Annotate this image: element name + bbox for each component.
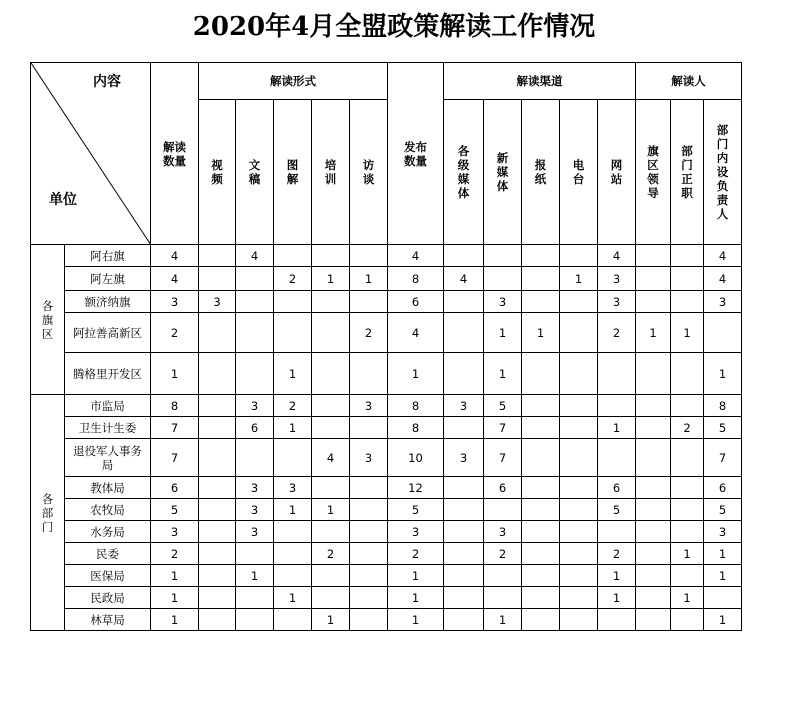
value-cell: [636, 609, 671, 631]
header-corner-cell: [31, 63, 151, 245]
value-cell: [199, 609, 236, 631]
value-cell: [199, 313, 236, 353]
value-cell: [704, 313, 742, 353]
table-row: [31, 587, 742, 609]
value-cell: [522, 245, 560, 267]
table-row: [31, 417, 742, 439]
value-cell: 8: [388, 395, 444, 417]
unit-name: 市监局: [65, 395, 151, 417]
value-cell: 1: [484, 609, 522, 631]
corner-diagonal: [31, 63, 151, 245]
value-cell: 6: [484, 477, 522, 499]
value-cell: [236, 543, 274, 565]
value-cell: [274, 521, 312, 543]
value-cell: 3: [598, 291, 636, 313]
value-cell: [484, 587, 522, 609]
value-cell: 2: [274, 267, 312, 291]
value-cell: [560, 609, 598, 631]
channel-col-header: [522, 100, 560, 245]
value-cell: [444, 587, 484, 609]
value-cell: [636, 521, 671, 543]
channel-col-header-label: 新媒体: [496, 151, 509, 193]
policy-interpretation-table: [30, 62, 742, 631]
value-cell: 1: [388, 609, 444, 631]
value-cell: [636, 291, 671, 313]
header-count: [151, 63, 199, 245]
value-cell: 3: [704, 521, 742, 543]
corner-unit-label: 单位: [49, 192, 77, 208]
table-row: [31, 499, 742, 521]
table-row: [31, 521, 742, 543]
unit-name: 农牧局: [65, 499, 151, 521]
unit-name: 阿拉善高新区: [65, 313, 151, 353]
value-cell: [199, 395, 236, 417]
value-cell: 3: [704, 291, 742, 313]
value-cell: [522, 291, 560, 313]
value-cell: 7: [484, 417, 522, 439]
value-cell: [522, 417, 560, 439]
value-cell: [522, 521, 560, 543]
table-row: [31, 395, 742, 417]
value-cell: 2: [598, 543, 636, 565]
value-cell: 5: [151, 499, 199, 521]
value-cell: [636, 587, 671, 609]
unit-name: 阿左旗: [65, 267, 151, 291]
value-cell: [671, 521, 704, 543]
form-col-header: [274, 100, 312, 245]
value-cell: 1: [671, 313, 704, 353]
form-col-header: [236, 100, 274, 245]
value-cell: 5: [484, 395, 522, 417]
value-cell: [350, 353, 388, 395]
value-cell: [522, 587, 560, 609]
value-cell: [236, 609, 274, 631]
unit-name: 水务局: [65, 521, 151, 543]
value-cell: [636, 353, 671, 395]
value-cell: [560, 245, 598, 267]
value-cell: 3: [350, 395, 388, 417]
value-cell: [444, 565, 484, 587]
value-cell: [522, 439, 560, 477]
value-cell: [560, 477, 598, 499]
value-cell: [560, 587, 598, 609]
value-cell: 6: [598, 477, 636, 499]
value-cell: [522, 543, 560, 565]
value-cell: [350, 565, 388, 587]
value-cell: 2: [484, 543, 522, 565]
value-cell: [444, 477, 484, 499]
value-cell: 1: [388, 565, 444, 587]
value-cell: 3: [151, 521, 199, 543]
value-cell: [560, 313, 598, 353]
table-row: [31, 353, 742, 395]
value-cell: [350, 521, 388, 543]
value-cell: [274, 313, 312, 353]
value-cell: [236, 353, 274, 395]
value-cell: [350, 477, 388, 499]
value-cell: [350, 609, 388, 631]
value-cell: [199, 267, 236, 291]
value-cell: [598, 609, 636, 631]
value-cell: 1: [151, 565, 199, 587]
value-cell: [199, 353, 236, 395]
value-cell: 1: [704, 609, 742, 631]
value-cell: [444, 313, 484, 353]
value-cell: [522, 267, 560, 291]
value-cell: [522, 499, 560, 521]
table-row: [31, 543, 742, 565]
form-col-header: [350, 100, 388, 245]
value-cell: 8: [151, 395, 199, 417]
value-cell: 3: [199, 291, 236, 313]
value-cell: 4: [388, 245, 444, 267]
value-cell: [522, 477, 560, 499]
value-cell: [444, 291, 484, 313]
value-cell: [312, 521, 350, 543]
unit-name: 阿右旗: [65, 245, 151, 267]
value-cell: 1: [484, 353, 522, 395]
value-cell: 12: [388, 477, 444, 499]
value-cell: [704, 587, 742, 609]
value-cell: [274, 245, 312, 267]
value-cell: [636, 417, 671, 439]
value-cell: [350, 587, 388, 609]
unit-name: 教体局: [65, 477, 151, 499]
value-cell: 2: [598, 313, 636, 353]
value-cell: [636, 499, 671, 521]
value-cell: [444, 609, 484, 631]
channel-col-header: [484, 100, 522, 245]
value-cell: 1: [236, 565, 274, 587]
value-cell: [444, 353, 484, 395]
value-cell: 5: [704, 499, 742, 521]
value-cell: [312, 291, 350, 313]
value-cell: [560, 565, 598, 587]
value-cell: 3: [236, 395, 274, 417]
value-cell: [560, 499, 598, 521]
value-cell: 3: [274, 477, 312, 499]
value-cell: [274, 543, 312, 565]
value-cell: [312, 477, 350, 499]
value-cell: 4: [151, 245, 199, 267]
value-cell: [350, 291, 388, 313]
value-cell: 3: [484, 521, 522, 543]
value-cell: [671, 267, 704, 291]
value-cell: [484, 267, 522, 291]
value-cell: 3: [236, 477, 274, 499]
value-cell: [560, 417, 598, 439]
value-cell: [671, 477, 704, 499]
value-cell: 1: [598, 565, 636, 587]
value-cell: [199, 521, 236, 543]
value-cell: 3: [236, 499, 274, 521]
group-name: 各旗区: [41, 298, 54, 341]
value-cell: 1: [636, 313, 671, 353]
table-row: [31, 477, 742, 499]
value-cell: [671, 353, 704, 395]
form-col-header-label: 培训: [324, 158, 337, 186]
value-cell: [199, 439, 236, 477]
value-cell: [236, 267, 274, 291]
value-cell: 6: [704, 477, 742, 499]
value-cell: 1: [312, 267, 350, 291]
value-cell: 3: [444, 395, 484, 417]
value-cell: [560, 353, 598, 395]
value-cell: [350, 543, 388, 565]
value-cell: [671, 395, 704, 417]
value-cell: [350, 245, 388, 267]
value-cell: [444, 543, 484, 565]
form-col-header-label: 视频: [211, 158, 223, 186]
value-cell: 1: [312, 499, 350, 521]
value-cell: 4: [236, 245, 274, 267]
person-col-header-label: 部门内设负责人: [716, 123, 729, 221]
value-cell: [636, 543, 671, 565]
group-label: [31, 395, 65, 631]
value-cell: 3: [151, 291, 199, 313]
value-cell: 3: [444, 439, 484, 477]
value-cell: 3: [236, 521, 274, 543]
value-cell: [236, 439, 274, 477]
value-cell: [598, 395, 636, 417]
value-cell: 2: [274, 395, 312, 417]
value-cell: [671, 499, 704, 521]
value-cell: 3: [350, 439, 388, 477]
unit-name: 卫生计生委: [65, 417, 151, 439]
value-cell: [312, 587, 350, 609]
value-cell: [560, 395, 598, 417]
value-cell: 1: [350, 267, 388, 291]
value-cell: [671, 291, 704, 313]
value-cell: [444, 521, 484, 543]
header-form-group: 解读形式: [199, 63, 388, 100]
value-cell: 1: [312, 609, 350, 631]
value-cell: [636, 565, 671, 587]
value-cell: 1: [560, 267, 598, 291]
value-cell: [560, 291, 598, 313]
value-cell: [560, 439, 598, 477]
person-col-header-label: 部门正职: [681, 144, 693, 200]
channel-col-header-label: 报纸: [534, 158, 547, 186]
header-channel-group: 解读渠道: [444, 63, 636, 100]
value-cell: [444, 245, 484, 267]
page-title: 2020年4月全盟政策解读工作情况: [192, 12, 596, 42]
value-cell: [199, 543, 236, 565]
value-cell: 2: [151, 313, 199, 353]
value-cell: [312, 353, 350, 395]
group-name: 各部门: [41, 491, 54, 534]
value-cell: [312, 565, 350, 587]
value-cell: 4: [312, 439, 350, 477]
channel-col-header-label: 电台: [572, 158, 585, 186]
value-cell: 7: [484, 439, 522, 477]
form-col-header-label: 图解: [286, 158, 299, 186]
channel-col-header-label: 网站: [610, 158, 623, 186]
unit-name: 腾格里开发区: [65, 353, 151, 395]
value-cell: 1: [388, 587, 444, 609]
person-col-header-label: 旗区领导: [647, 144, 659, 200]
value-cell: [598, 521, 636, 543]
value-cell: [636, 245, 671, 267]
form-col-header: [199, 100, 236, 245]
unit-name: 额济纳旗: [65, 291, 151, 313]
value-cell: 7: [704, 439, 742, 477]
value-cell: [312, 313, 350, 353]
unit-name: 退役军人事务局: [65, 439, 151, 477]
value-cell: 6: [388, 291, 444, 313]
value-cell: [274, 609, 312, 631]
value-cell: [522, 565, 560, 587]
person-col-header: [671, 100, 704, 245]
value-cell: [671, 439, 704, 477]
value-cell: 5: [704, 417, 742, 439]
form-col-header-label: 文稿: [248, 158, 261, 186]
value-cell: [484, 565, 522, 587]
value-cell: 5: [388, 499, 444, 521]
value-cell: 6: [236, 417, 274, 439]
table-row: [31, 291, 742, 313]
value-cell: [598, 353, 636, 395]
count-label: 解读数量: [163, 139, 186, 168]
value-cell: [560, 521, 598, 543]
header-publish: [388, 63, 444, 245]
corner-content-label: 内容: [93, 74, 121, 90]
value-cell: 2: [671, 417, 704, 439]
unit-name: 民委: [65, 543, 151, 565]
value-cell: [636, 477, 671, 499]
table-row: [31, 439, 742, 477]
value-cell: 3: [484, 291, 522, 313]
value-cell: [522, 353, 560, 395]
group-label: [31, 245, 65, 395]
value-cell: [274, 439, 312, 477]
value-cell: [312, 417, 350, 439]
value-cell: 5: [598, 499, 636, 521]
value-cell: 3: [388, 521, 444, 543]
value-cell: [199, 477, 236, 499]
value-cell: 1: [598, 587, 636, 609]
value-cell: 4: [151, 267, 199, 291]
value-cell: [671, 565, 704, 587]
value-cell: 7: [151, 439, 199, 477]
value-cell: [484, 499, 522, 521]
form-col-header: [312, 100, 350, 245]
value-cell: 4: [704, 267, 742, 291]
value-cell: [560, 543, 598, 565]
value-cell: 1: [151, 587, 199, 609]
value-cell: [236, 291, 274, 313]
value-cell: [312, 245, 350, 267]
value-cell: 2: [388, 543, 444, 565]
value-cell: [199, 417, 236, 439]
value-cell: [199, 245, 236, 267]
value-cell: [671, 609, 704, 631]
publish-label: 发布数量: [404, 139, 427, 168]
table-row: [31, 565, 742, 587]
table-row: [31, 313, 742, 353]
value-cell: [636, 439, 671, 477]
person-col-header: [704, 100, 742, 245]
value-cell: [598, 439, 636, 477]
value-cell: 10: [388, 439, 444, 477]
channel-col-header: [598, 100, 636, 245]
value-cell: 1: [704, 353, 742, 395]
value-cell: [522, 395, 560, 417]
person-col-header: [636, 100, 671, 245]
value-cell: 1: [671, 587, 704, 609]
channel-col-header: [444, 100, 484, 245]
header-person-group: 解读人: [636, 63, 742, 100]
value-cell: 8: [388, 417, 444, 439]
value-cell: 8: [388, 267, 444, 291]
value-cell: [636, 395, 671, 417]
value-cell: 1: [671, 543, 704, 565]
channel-col-header-label: 各级媒体: [457, 144, 470, 200]
value-cell: 1: [274, 587, 312, 609]
unit-name: 医保局: [65, 565, 151, 587]
value-cell: [312, 395, 350, 417]
value-cell: 1: [274, 417, 312, 439]
value-cell: 3: [598, 267, 636, 291]
channel-col-header: [560, 100, 598, 245]
value-cell: [274, 565, 312, 587]
value-cell: [444, 499, 484, 521]
value-cell: 2: [350, 313, 388, 353]
value-cell: [636, 267, 671, 291]
value-cell: 1: [704, 565, 742, 587]
value-cell: 1: [522, 313, 560, 353]
value-cell: 1: [151, 609, 199, 631]
value-cell: [236, 313, 274, 353]
value-cell: 1: [274, 353, 312, 395]
value-cell: [444, 417, 484, 439]
value-cell: [671, 245, 704, 267]
value-cell: [350, 417, 388, 439]
value-cell: 1: [274, 499, 312, 521]
value-cell: 4: [704, 245, 742, 267]
value-cell: 1: [388, 353, 444, 395]
value-cell: [274, 291, 312, 313]
value-cell: 1: [151, 353, 199, 395]
value-cell: 7: [151, 417, 199, 439]
value-cell: 1: [484, 313, 522, 353]
unit-name: 林草局: [65, 609, 151, 631]
value-cell: [199, 587, 236, 609]
value-cell: [522, 609, 560, 631]
value-cell: 2: [151, 543, 199, 565]
value-cell: [350, 499, 388, 521]
form-col-header-label: 访谈: [362, 158, 375, 186]
table-row: [31, 267, 742, 291]
value-cell: [236, 587, 274, 609]
table-row: [31, 245, 742, 267]
value-cell: 4: [598, 245, 636, 267]
value-cell: 1: [704, 543, 742, 565]
table-row: [31, 609, 742, 631]
unit-name: 民政局: [65, 587, 151, 609]
value-cell: [484, 245, 522, 267]
value-cell: 2: [312, 543, 350, 565]
value-cell: 4: [388, 313, 444, 353]
value-cell: 8: [704, 395, 742, 417]
value-cell: 4: [444, 267, 484, 291]
value-cell: [199, 499, 236, 521]
value-cell: 1: [598, 417, 636, 439]
value-cell: [199, 565, 236, 587]
value-cell: 6: [151, 477, 199, 499]
